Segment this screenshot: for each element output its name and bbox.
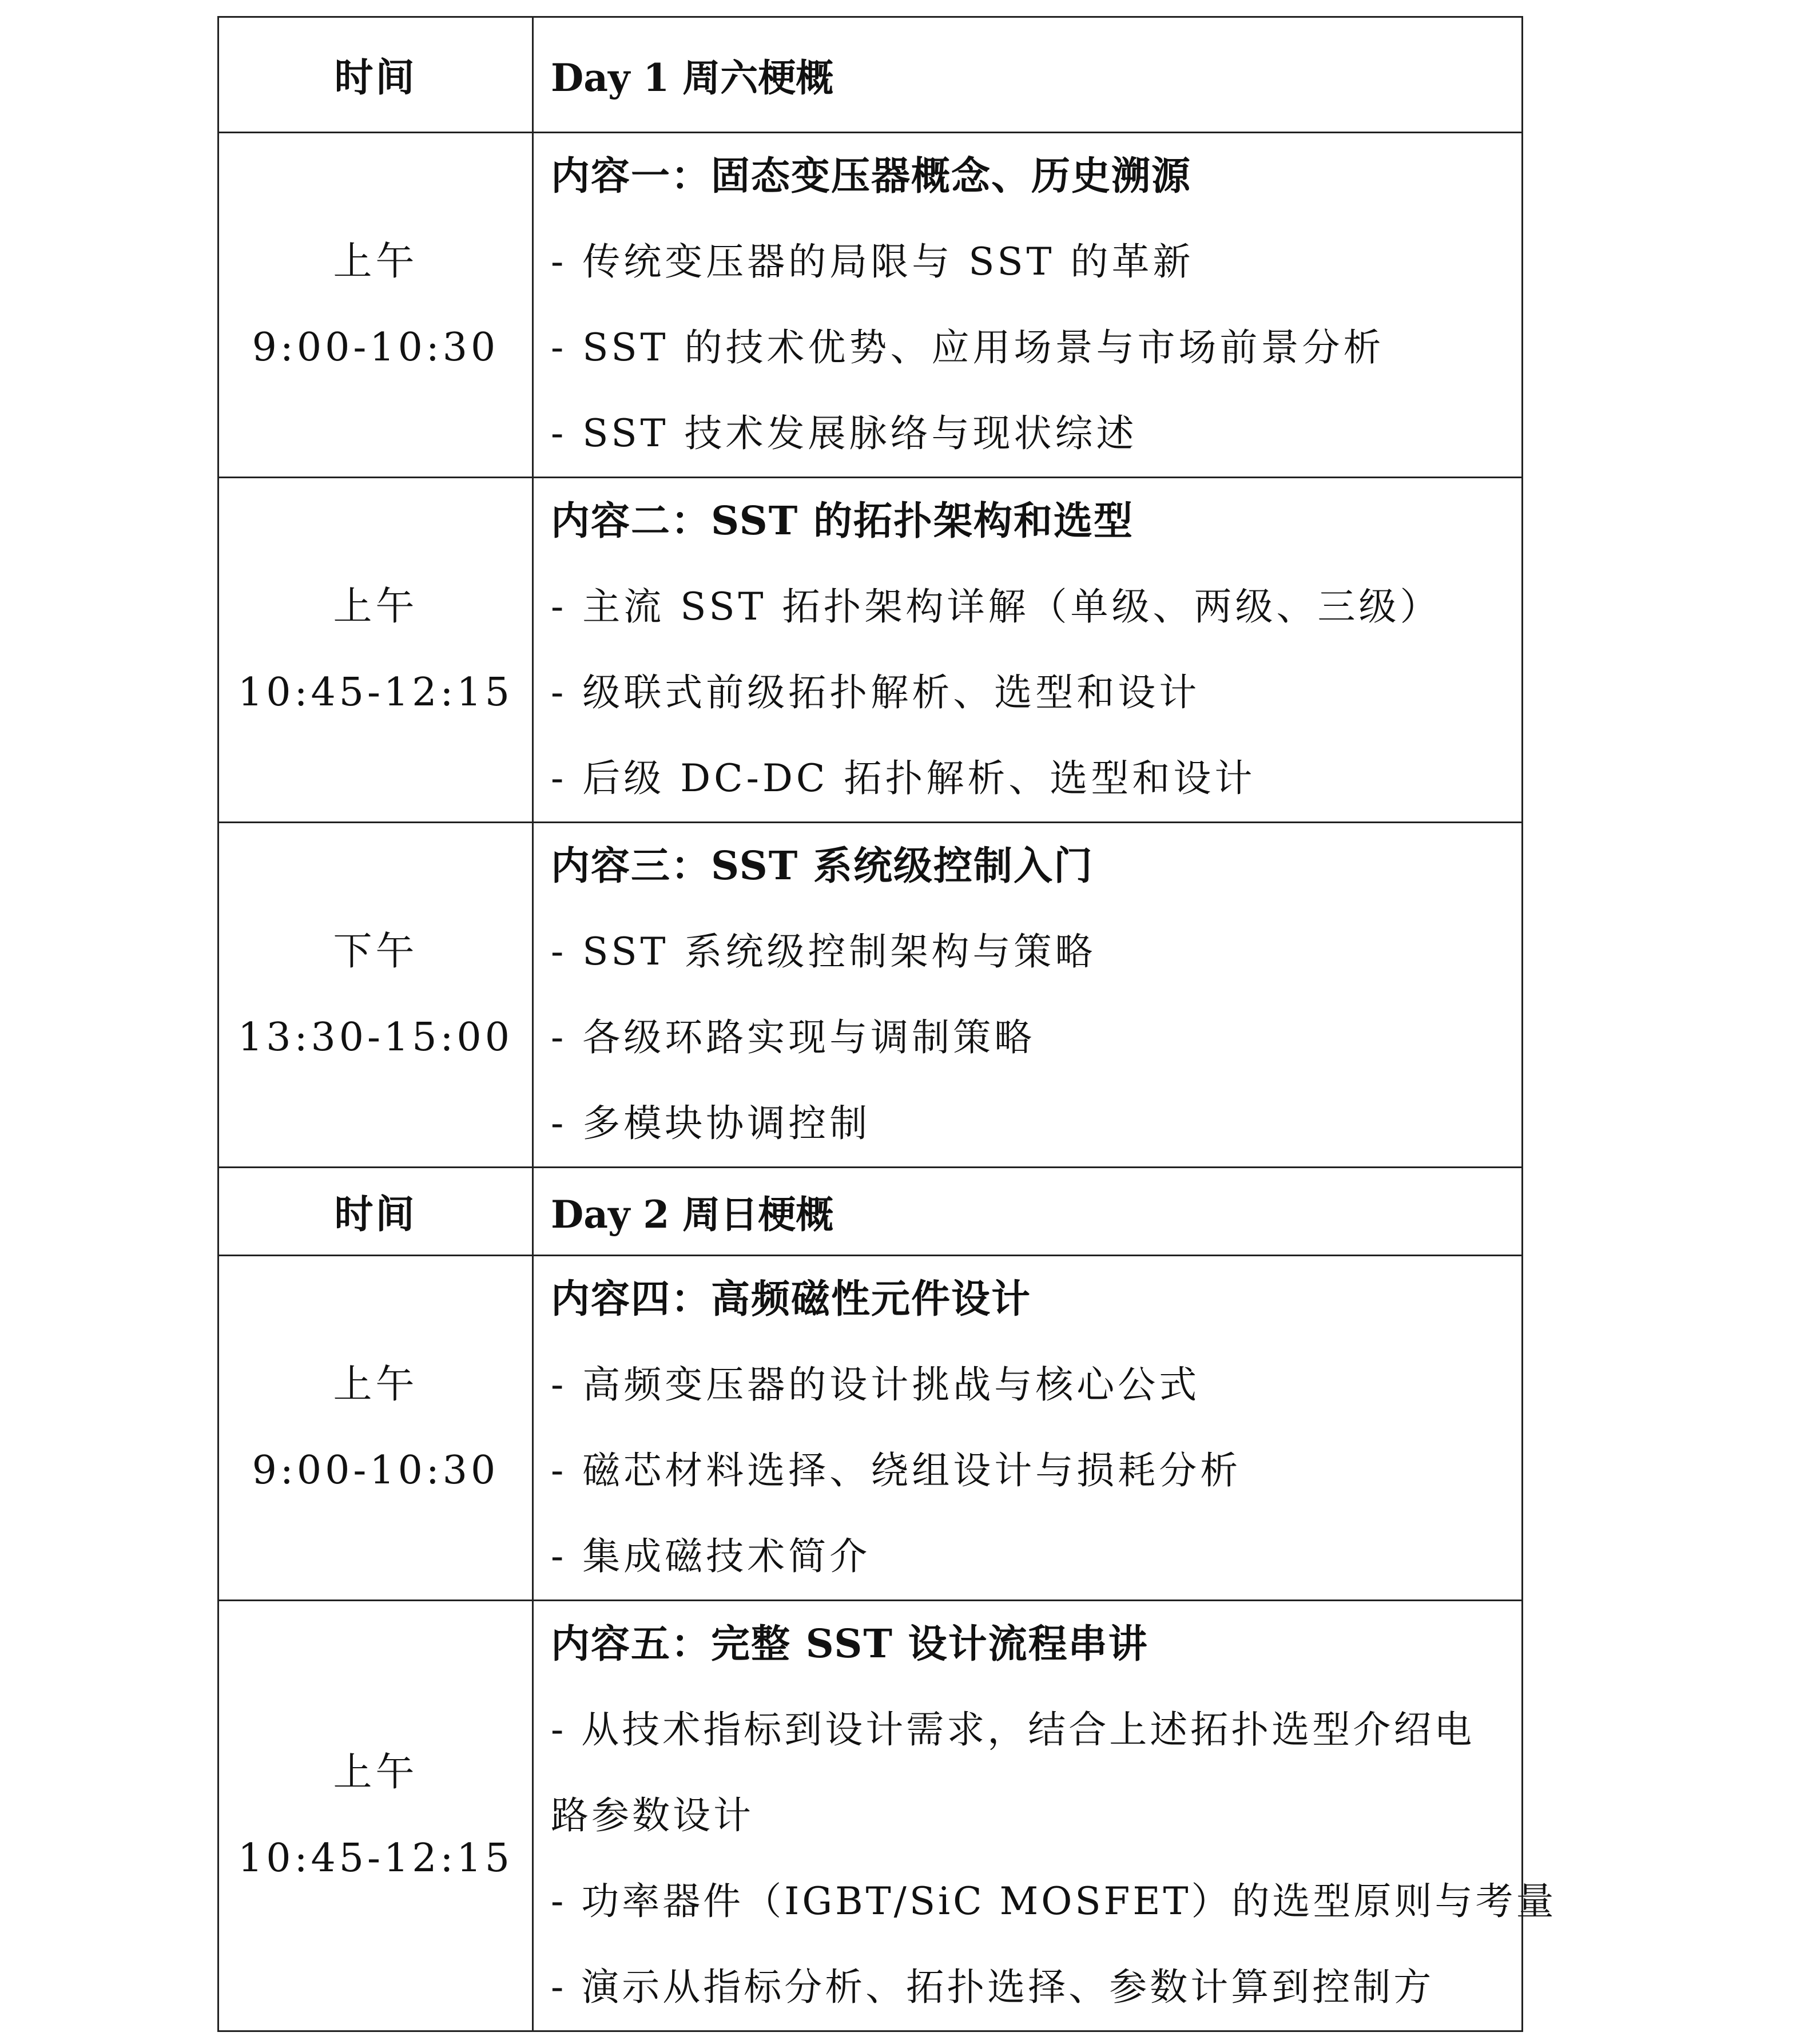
table-row bbox=[218, 1256, 1523, 1601]
table-row bbox=[218, 478, 1523, 823]
day2-header-row bbox=[218, 1168, 1523, 1256]
session-time-range: 9:00-10:30 bbox=[252, 1448, 499, 1493]
session-time bbox=[218, 1601, 533, 2031]
session-item: - 级联式前级拓扑解析、选型和设计 bbox=[551, 670, 1201, 715]
session-time bbox=[218, 478, 533, 823]
session-content bbox=[533, 1256, 1523, 1601]
session-item: - 功率器件（IGBT/SiC MOSFET）的选型原则与考量 bbox=[551, 1879, 1557, 1923]
session-content bbox=[533, 823, 1523, 1168]
session-period: 上午 bbox=[333, 1362, 418, 1407]
session-item: - 多模块协调控制 bbox=[551, 1101, 871, 1145]
session-time bbox=[218, 133, 533, 478]
session-item: - 高频变压器的设计挑战与核心公式 bbox=[551, 1363, 1201, 1407]
session-item: - SST 的技术优势、应用场景与市场前景分析 bbox=[551, 326, 1385, 370]
session-title: 内容四：高频磁性元件设计 bbox=[551, 1276, 1032, 1322]
session-item: - 传统变压器的局限与 SST 的革新 bbox=[551, 240, 1194, 284]
session-title: 内容一：固态变压器概念、历史溯源 bbox=[551, 153, 1192, 199]
session-item: - 从技术指标到设计需求，结合上述拓扑选型介绍电路参数设计 bbox=[551, 1708, 1475, 1837]
table-row bbox=[218, 133, 1523, 478]
session-title: 内容五：完整 SST 设计流程串讲 bbox=[551, 1621, 1149, 1667]
course-schedule-table bbox=[217, 16, 1557, 2032]
session-item: - 演示从指标分析、拓扑选择、参数计算到控制方 bbox=[551, 1965, 1434, 2009]
session-period: 上午 bbox=[333, 1750, 418, 1795]
session-item: - 磁芯材料选择、绕组设计与损耗分析 bbox=[551, 1448, 1242, 1493]
table-row bbox=[218, 823, 1523, 1168]
session-item: - 各级环路实现与调制策略 bbox=[551, 1015, 1036, 1059]
session-time-range: 13:30-15:00 bbox=[238, 1015, 513, 1060]
session-time-range: 9:00-10:30 bbox=[252, 325, 499, 370]
session-content bbox=[533, 478, 1523, 823]
session-time bbox=[218, 823, 533, 1168]
day1-header-row bbox=[218, 17, 1523, 133]
table-row bbox=[218, 1601, 1523, 2031]
session-period: 上午 bbox=[333, 239, 418, 284]
session-item: - SST 系统级控制架构与策略 bbox=[551, 930, 1096, 974]
session-content bbox=[533, 133, 1523, 478]
session-item: - SST 技术发展脉络与现状综述 bbox=[551, 411, 1138, 455]
session-time-range: 10:45-12:15 bbox=[238, 670, 513, 715]
session-title: 内容二：SST 的拓扑架构和选型 bbox=[551, 498, 1134, 544]
session-period: 上午 bbox=[333, 584, 418, 629]
day1-title: Day 1 周六梗概 bbox=[533, 17, 1523, 133]
session-item: - 主流 SST 拓扑架构详解（单级、两级、三级） bbox=[551, 585, 1441, 629]
session-period: 下午 bbox=[333, 929, 418, 974]
day2-title: Day 2 周日梗概 bbox=[533, 1168, 1523, 1256]
session-item: - 后级 DC-DC 拓扑解析、选型和设计 bbox=[551, 756, 1256, 800]
session-time bbox=[218, 1256, 533, 1601]
session-content bbox=[533, 1601, 1557, 2031]
session-item: - 集成磁技术简介 bbox=[551, 1534, 871, 1578]
session-title: 内容三：SST 系统级控制入门 bbox=[551, 843, 1094, 889]
time-column-header: 时间 bbox=[218, 1168, 533, 1256]
time-column-header: 时间 bbox=[218, 17, 533, 133]
session-time-range: 10:45-12:15 bbox=[238, 1836, 513, 1881]
